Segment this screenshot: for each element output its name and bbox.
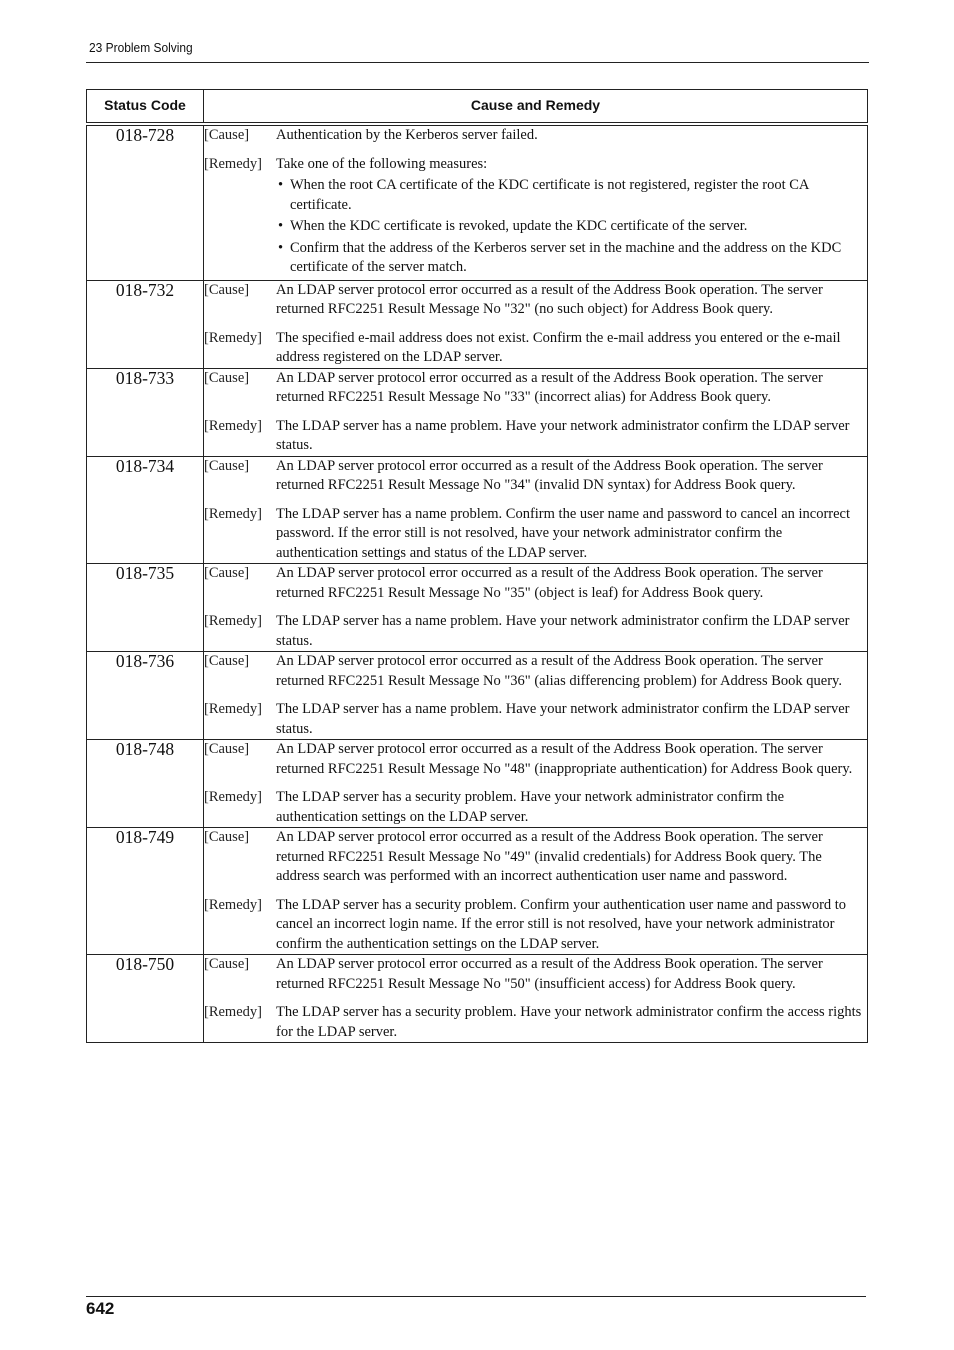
cause-entry	[204, 564, 867, 603]
remedy-tag: [Remedy]	[204, 613, 262, 629]
table-row	[87, 652, 868, 740]
list-item: • When the root CA certificate of the KDC certificate is not registered, register the root CA certificate.	[276, 176, 867, 215]
remedy-text: The LDAP server has a name problem. Have your network administrator confirm the LDAP server status.	[276, 613, 850, 649]
status-code: 018-735	[87, 564, 204, 652]
remedy-text: The LDAP server has a name problem. Have your network administrator confirm the LDAP server status.	[276, 701, 850, 737]
cause-tag: [Cause]	[204, 457, 250, 474]
cause-entry	[204, 652, 867, 691]
cause-remedy-cell	[204, 564, 868, 652]
column-header-status-code: Status Code	[87, 90, 204, 125]
cause-remedy-cell	[204, 280, 868, 368]
status-code: 018-733	[87, 368, 204, 456]
footer-rule	[86, 1296, 866, 1297]
remedy-text: The LDAP server has a security problem. Confirm your authentication user name and password to cancel an incorrect login name. If the error still is not resolved, have your network administrator confirm the authentication settings on the LDAP server.	[276, 896, 847, 952]
table-row	[87, 124, 868, 280]
remedy-tag: [Remedy]	[204, 789, 262, 805]
table-row	[87, 280, 868, 368]
status-code-table	[86, 89, 868, 1043]
table-row	[87, 368, 868, 456]
cause-remedy-cell	[204, 828, 868, 955]
cause-text: An LDAP server protocol error occurred as a result of the Address Book operation. The server returned RFC2251 Result Message No "36" (alias differencing problem) for Address Book query.	[276, 653, 842, 689]
list-item: • Confirm that the address of the Kerberos server set in the machine and the address on the KDC certificate of the server match.	[276, 239, 867, 278]
table-row	[87, 828, 868, 955]
list-item: • When the KDC certificate is revoked, update the KDC certificate of the server.	[276, 217, 867, 237]
cause-remedy-cell	[204, 740, 868, 828]
table-row	[87, 740, 868, 828]
cause-remedy-cell	[204, 368, 868, 456]
remedy-text: The LDAP server has a name problem. Have your network administrator confirm the LDAP server status.	[276, 417, 850, 453]
remedy-tag: [Remedy]	[204, 417, 262, 434]
status-code: 018-749	[87, 828, 204, 955]
cause-tag: [Cause]	[204, 281, 250, 298]
cause-tag: [Cause]	[204, 829, 250, 845]
status-code: 018-748	[87, 740, 204, 828]
running-header: 23 Problem Solving	[89, 40, 193, 55]
cause-entry	[204, 457, 867, 496]
remedy-entry	[204, 329, 867, 368]
table-row	[87, 456, 868, 564]
cause-text: An LDAP server protocol error occurred as a result of the Address Book operation. The server returned RFC2251 Result Message No "33" (incorrect alias) for Address Book query.	[276, 369, 823, 405]
remedy-tag: [Remedy]	[204, 155, 262, 172]
remedy-text: Take one of the following measures:	[276, 155, 488, 172]
cause-text: An LDAP server protocol error occurred as a result of the Address Book operation. The server returned RFC2251 Result Message No "35" (object is leaf) for Address Book query.	[276, 565, 823, 601]
status-code: 018-736	[87, 652, 204, 740]
cause-remedy-cell	[204, 124, 868, 280]
cause-text: An LDAP server protocol error occurred as a result of the Address Book operation. The server returned RFC2251 Result Message No "32" (no such object) for Address Book query.	[276, 281, 823, 317]
remedy-entry	[204, 1003, 867, 1042]
remedy-tag: [Remedy]	[204, 505, 262, 522]
cause-tag: [Cause]	[204, 956, 250, 972]
cause-text: An LDAP server protocol error occurred as a result of the Address Book operation. The server returned RFC2251 Result Message No "50" (insufficient access) for Address Book query.	[276, 956, 823, 992]
remedy-block	[276, 155, 867, 280]
remedy-tag: [Remedy]	[204, 329, 262, 346]
remedy-entry	[204, 612, 867, 651]
cause-remedy-cell	[204, 955, 868, 1043]
cause-text: An LDAP server protocol error occurred as a result of the Address Book operation. The server returned RFC2251 Result Message No "48" (inappropriate authentication) for Address Book query.	[276, 741, 853, 777]
remedy-text: The LDAP server has a security problem. Have your network administrator confirm the access rights for the LDAP server.	[276, 1004, 862, 1040]
cause-remedy-cell	[204, 456, 868, 564]
remedy-entry	[204, 155, 867, 280]
remedy-entry	[204, 788, 867, 827]
cause-tag: [Cause]	[204, 741, 250, 757]
header-rule	[86, 62, 869, 63]
remedy-tag: [Remedy]	[204, 1004, 262, 1020]
status-code: 018-734	[87, 456, 204, 564]
cause-text: An LDAP server protocol error occurred as a result of the Address Book operation. The server returned RFC2251 Result Message No "49" (invalid credentials) for Address Book query. The address search was performed with an incorrect authentication user name and password.	[276, 829, 823, 884]
status-code: 018-750	[87, 955, 204, 1043]
cause-entry	[204, 126, 867, 146]
remedy-tag: [Remedy]	[204, 701, 262, 717]
cause-tag: [Cause]	[204, 369, 250, 386]
remedy-entry	[204, 417, 867, 456]
cause-tag: [Cause]	[204, 565, 250, 581]
table-header-row	[87, 90, 868, 125]
cause-entry	[204, 281, 867, 320]
table-row	[87, 564, 868, 652]
remedy-entry	[204, 896, 867, 955]
cause-entry	[204, 740, 867, 779]
cause-entry	[204, 828, 867, 887]
cause-entry	[204, 369, 867, 408]
cause-text: An LDAP server protocol error occurred as a result of the Address Book operation. The server returned RFC2251 Result Message No "34" (invalid DN syntax) for Address Book query.	[276, 457, 823, 493]
cause-tag: [Cause]	[204, 127, 250, 143]
remedy-text: The LDAP server has a security problem. Have your network administrator confirm the authentication settings on the LDAP server.	[276, 789, 785, 825]
page-number: 642	[86, 1299, 115, 1318]
status-code: 018-732	[87, 280, 204, 368]
column-header-cause-remedy: Cause and Remedy	[204, 90, 868, 125]
remedy-entry	[204, 700, 867, 739]
cause-remedy-cell	[204, 652, 868, 740]
cause-tag: [Cause]	[204, 653, 250, 669]
table-row	[87, 955, 868, 1043]
cause-text: Authentication by the Kerberos server failed.	[276, 127, 538, 143]
remedy-text: The specified e-mail address does not exist. Confirm the e-mail address you entered or the e-mail address registered on the LDAP server.	[276, 329, 841, 365]
remedy-measures-list	[276, 176, 867, 278]
remedy-tag: [Remedy]	[204, 896, 262, 913]
remedy-entry	[204, 505, 867, 564]
remedy-text: The LDAP server has a name problem. Confirm the user name and password to cancel an incorrect password. If the error still is not resolved, have your network administrator confirm the authentication settings and status of the LDAP server.	[276, 505, 851, 561]
cause-entry	[204, 955, 867, 994]
status-code: 018-728	[87, 124, 204, 280]
